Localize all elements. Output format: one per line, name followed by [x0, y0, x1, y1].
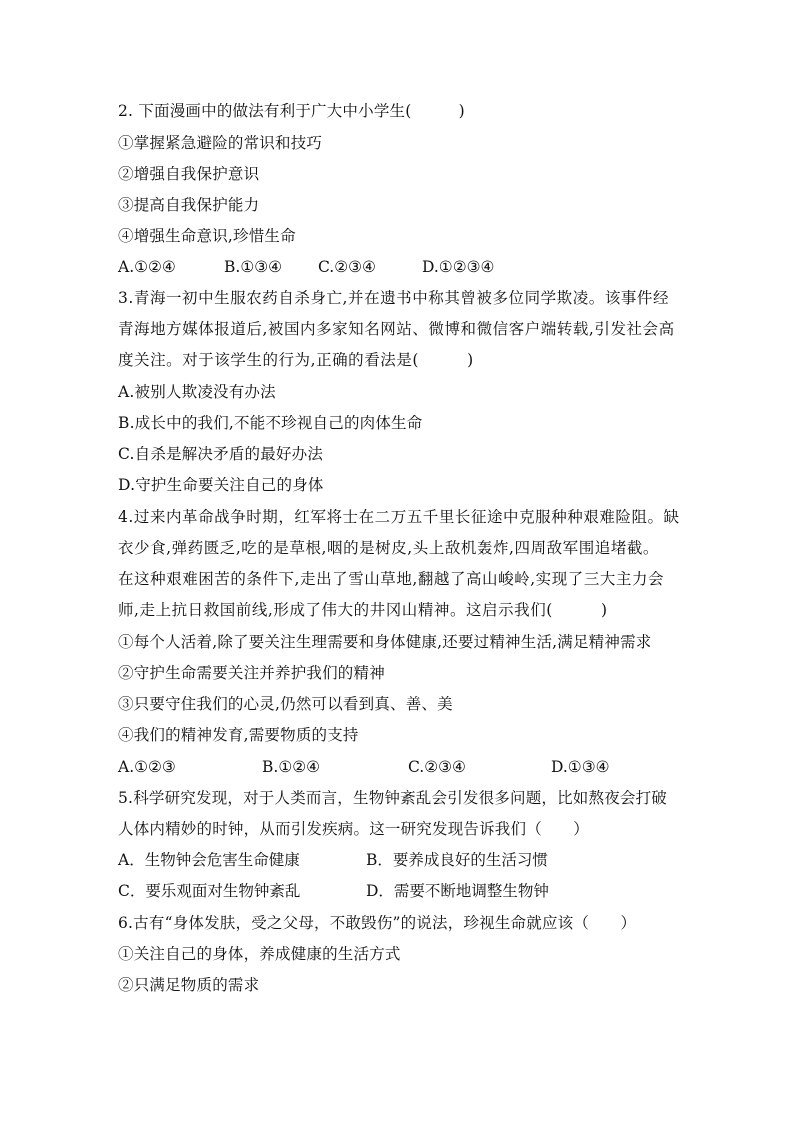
- question-5-options-row-1: [118, 848, 678, 872]
- question-4-stem-line-2: 衣少食,弹药匮乏,吃的是草根,咽的是树皮,头上敌机轰炸,四周敌军围追堵截。: [118, 539, 659, 557]
- question-6-item-2: ②只满足物质的需求: [118, 976, 260, 994]
- question-2-options: [118, 255, 678, 279]
- question-5-option-b: B．要养成良好的生活习惯: [366, 851, 548, 869]
- question-2-option-a: A.①②④: [118, 258, 176, 276]
- question-4-stem-line-3: 在这种艰难困苦的条件下,走出了雪山草地,翻越了高山峻岭,实现了三大主力会: [118, 570, 665, 588]
- question-4-option-a: A.①②③: [118, 758, 176, 776]
- question-5-stem-line-1: 5.科学研究发现，对于人类而言，生物钟紊乱会引发很多问题，比如熬夜会打破: [118, 789, 667, 807]
- question-4-item-1: ①每个人活着,除了要关注生理需要和身体健康,还要过精神生活,满足精神需求: [118, 633, 652, 651]
- question-4-stem-line-1: 4.过来内革命战争时期，红军将士在二万五千里长征途中克服种种艰难险阻。缺: [118, 508, 680, 526]
- question-4-option-c: C.②③④: [408, 758, 466, 776]
- question-5-option-d: D．需要不断地调整生物钟: [366, 882, 549, 900]
- question-3-stem-line-2: 青海地方媒体报道后,被国内多家知名网站、微博和微信客户端转载,引发社会高: [118, 320, 675, 338]
- question-2-option-d: D.①②③④: [422, 258, 495, 276]
- question-3-option-d: D.守护生命要关注自己的身体: [118, 476, 324, 494]
- question-5-stem-line-2: 人体内精妙的时钟，从而引发疾病。这一研究发现告诉我们（ ）: [118, 820, 590, 838]
- question-4-option-d: D.①③④: [551, 758, 610, 776]
- question-2-option-b: B.①③④: [224, 258, 283, 276]
- question-2-option-c: C.②③④: [318, 258, 376, 276]
- question-4-item-3: ③只要守住我们的心灵,仍然可以看到真、善、美: [118, 695, 453, 713]
- question-2-item-3: ③提高自我保护能力: [118, 196, 260, 214]
- question-6-item-1: ①关注自己的身体，养成健康的生活方式: [118, 945, 401, 963]
- question-2-item-1: ①掌握紧急避险的常识和技巧: [118, 134, 323, 152]
- question-2-stem: 2. 下面漫画中的做法有利于广大中小学生( ): [118, 102, 465, 120]
- question-3-option-b: B.成长中的我们,不能不珍视自己的肉体生命: [118, 414, 423, 432]
- question-6-stem: 6.古有“身体发肤，受之父母，不敢毁伤”的说法，珍视生命就应该（ ）: [118, 914, 637, 932]
- question-4-item-2: ②守护生命需要关注并养护我们的精神: [118, 664, 385, 682]
- question-5-option-a: A．生物钟会危害生命健康: [118, 851, 300, 869]
- question-5-options-row-2: [118, 879, 678, 903]
- question-4-stem-line-4: 师,走上抗日救国前线,形成了伟大的井冈山精神。这启示我们( ): [118, 601, 608, 619]
- question-2-item-2: ②增强自我保护意识: [118, 165, 260, 183]
- question-4-item-4: ④我们的精神发育,需要物质的支持: [118, 726, 359, 744]
- question-2-item-4: ④增强生命意识,珍惜生命: [118, 227, 296, 245]
- question-3-stem-line-1: 3.青海一初中生服农药自杀身亡,并在遗书中称其曾被多位同学欺凌。该事件经: [118, 289, 670, 307]
- question-3-option-a: A.被别人欺凌没有办法: [118, 383, 276, 401]
- question-5-option-c: C．要乐观面对生物钟紊乱: [118, 882, 301, 900]
- question-4-options: [118, 755, 678, 779]
- question-4-option-b: B.①②④: [262, 758, 321, 776]
- question-3-option-c: C.自杀是解决矛盾的最好办法: [118, 445, 324, 463]
- question-3-stem-line-3: 度关注。对于该学生的行为,正确的看法是( ): [118, 351, 474, 369]
